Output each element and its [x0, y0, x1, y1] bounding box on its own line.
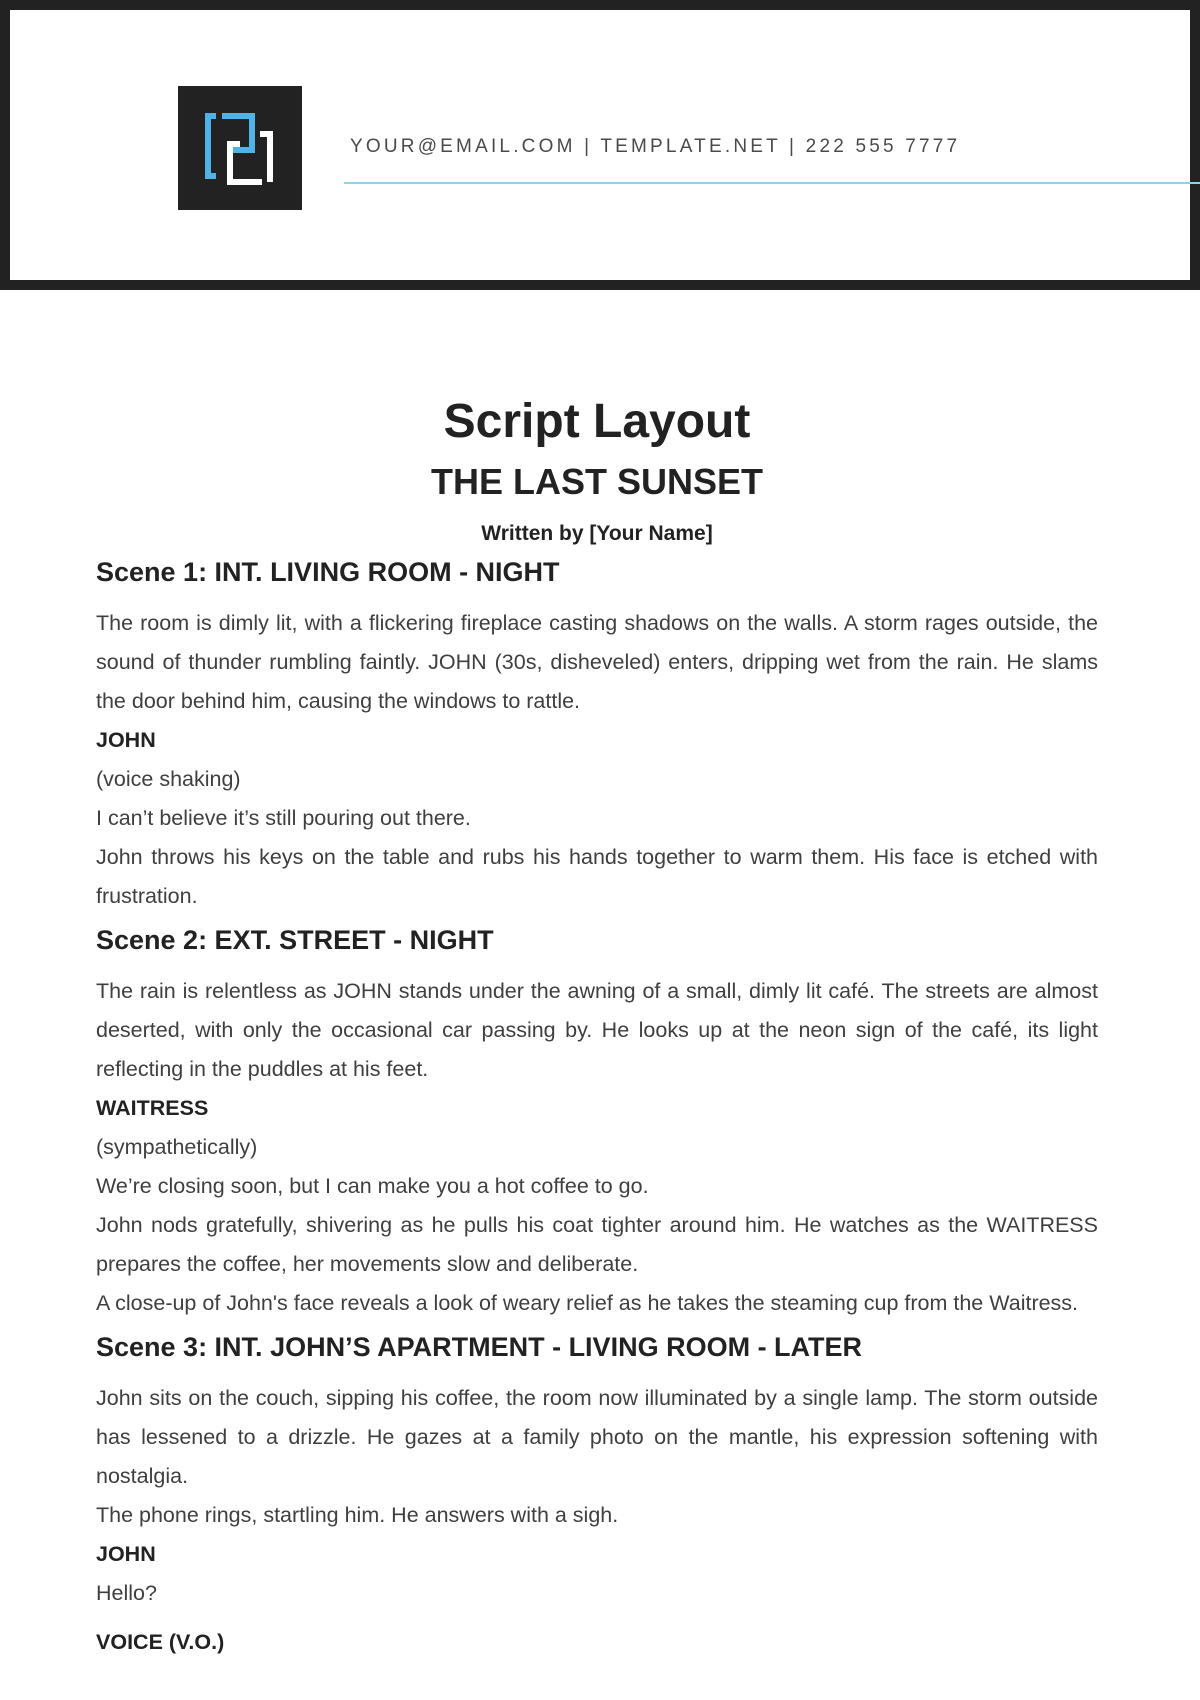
script-title: THE LAST SUNSET: [430, 461, 763, 502]
action-text: The phone rings, startling him. He answers with a sigh.: [96, 1503, 619, 1527]
action-text: John throws his keys on the table and rubs his hands together to warm them. His face is etched with frustration.: [96, 845, 1098, 908]
action-text: A close-up of John's face reveals a look of weary relief as he takes the steaming cup from the Waitress.: [96, 1291, 1079, 1315]
character-name: WAITRESS: [96, 1096, 209, 1120]
letterhead: [0, 0, 1200, 290]
bracket-logo-icon: [178, 86, 302, 210]
action-text: John nods gratefully, shivering as he pulls his coat tighter around him. He watches as the WAITRESS prepares the coffee, her movements slow and deliberate.: [96, 1213, 1098, 1276]
dialogue: Hello?: [96, 1581, 157, 1605]
page-title: Script Layout: [443, 395, 751, 448]
accent-divider: [344, 182, 1200, 184]
scene-heading: Scene 3: INT. JOHN’S APARTMENT - LIVING ROOM - LATER: [96, 1332, 863, 1362]
scene-2: [96, 922, 1098, 1323]
dialogue: We’re closing soon, but I can make you a hot coffee to go.: [96, 1174, 649, 1198]
scene-heading: Scene 2: EXT. STREET - NIGHT: [96, 925, 494, 955]
scene-heading: Scene 1: INT. LIVING ROOM - NIGHT: [96, 557, 560, 587]
scene-3: [96, 1329, 1098, 1662]
action-text: The room is dimly lit, with a flickering fireplace casting shadows on the walls. A storm rages outside, the sound of thunder rumbling faintly. JOHN (30s, disheveled) enters, dripping wet from the rain. He slams the door behind him, causing the windows to rattle.: [96, 611, 1098, 713]
script-body: [96, 390, 1098, 1662]
parenthetical: (sympathetically): [96, 1135, 258, 1159]
action-text: The rain is relentless as JOHN stands under the awning of a small, dimly lit café. The streets are almost deserted, with only the occasional car passing by. He looks up at the neon sign of the café, its light reflecting in the puddles at his feet.: [96, 979, 1098, 1081]
byline: Written by [Your Name]: [481, 522, 713, 545]
action-text: John sits on the couch, sipping his coffee, the room now illuminated by a single lamp. The storm outside has lessened to a drizzle. He gazes at a family photo on the mantle, his expression softening with nostalgia.: [96, 1386, 1098, 1488]
parenthetical: (voice shaking): [96, 767, 241, 791]
contact-info: YOUR@EMAIL.COM | TEMPLATE.NET | 222 555 7777: [350, 136, 961, 157]
scene-1: [96, 554, 1098, 916]
character-name: VOICE (V.O.): [96, 1630, 225, 1654]
character-name: JOHN: [96, 728, 156, 752]
character-name: JOHN: [96, 1542, 156, 1566]
dialogue: I can’t believe it’s still pouring out there.: [96, 806, 471, 830]
